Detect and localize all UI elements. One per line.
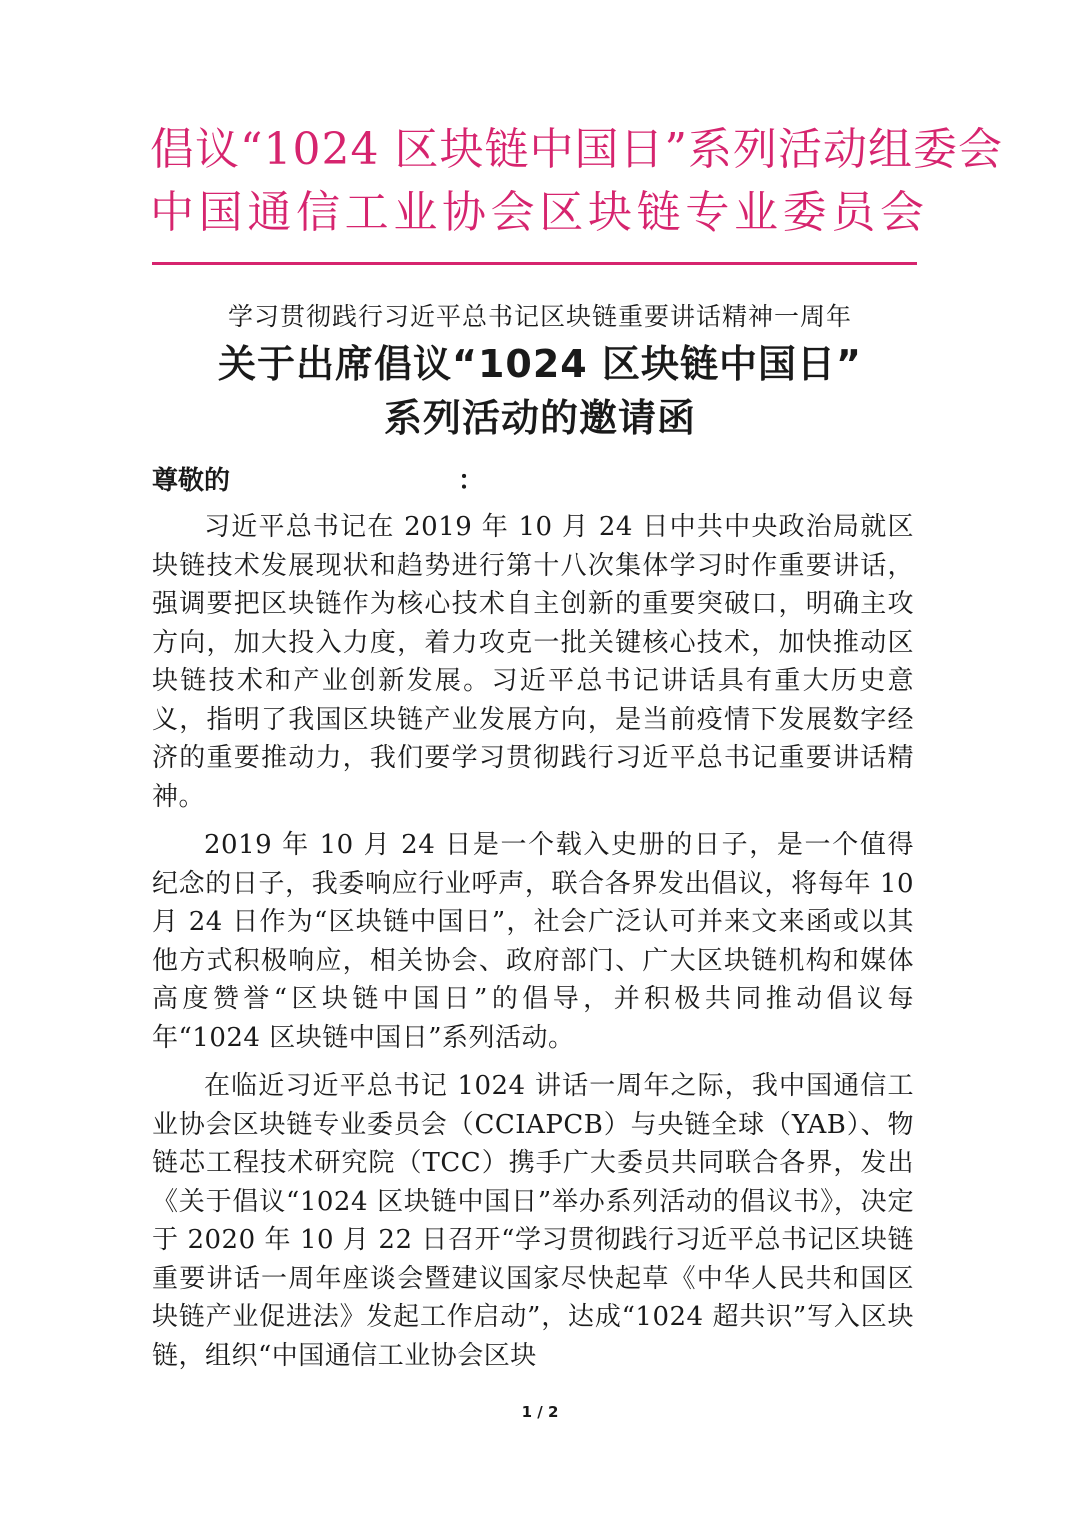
body-paragraph-3: 在临近习近平总书记 1024 讲话一周年之际，我中国通信工业协会区块链专业委员会（CCIAPCB）与央链全球（YAB）、物链芯工程技术研究院（TCC）携手广大委员共同联合各界，发出《关于倡议“1024 区块链中国日”举办系列活动的倡议书》，决定于 2020 年 10 月 22 日召开“学习贯彻践行习近平总书记区块链重要讲话一周年座谈会暨建议国家尽快起草《中华人民共和国区块链产业促进法》发起工作启动”，达成“1024 超共识”写入区块链，组织“中国通信工业协会区块 [152,1071,914,1371]
salutation-text: 尊敬的 [152,466,231,496]
document-title-line-1: 关于出席倡议“1024 区块链中国日” [218,342,862,386]
body-paragraph-1: 习近平总书记在 2019 年 10 月 24 日中共中央政治局就区块链技术发展现状和趋势进行第十八次集体学习时作重要讲话，强调要把区块链作为核心技术自主创新的重要突破口，明确主攻方向，加大投入力度，着力攻克一批关键核心技术，加快推动区块链技术和产业创新发展。习近平总书记讲话具有重大历史意义，指明了我国区块链产业发展方向，是当前疫情下发展数字经济的重要推动力，我们要学习贯彻践行习近平总书记重要讲话精神。 [152,512,914,812]
document-subtitle: 学习贯彻践行习近平总书记区块链重要讲话精神一周年 [227,302,852,331]
salutation [152,462,485,500]
salutation-colon: ： [458,466,485,496]
organizer-line-1: 倡议“1024 区块链中国日”系列活动组委会 [150,124,1003,175]
header-divider [152,262,917,265]
document-title-line-2: 系列活动的邀请函 [383,396,696,440]
organizer-line-2: 中国通信工业协会区块链专业委员会 [150,187,925,238]
page-number: 1 / 2 [521,1403,559,1421]
body-paragraph-2: 2019 年 10 月 24 日是一个载入史册的日子，是一个值得纪念的日子，我委响应行业呼声，联合各界发出倡议，将每年 10 月 24 日作为“区块链中国日”，社会广泛认可并来文来函或以其他方式积极响应，相关协会、政府部门、广大区块链机构和媒体高度赞誉“区块链中国日”的倡导，并积极共同推动倡议每年“1024 区块链中国日”系列活动。 [152,830,914,1053]
